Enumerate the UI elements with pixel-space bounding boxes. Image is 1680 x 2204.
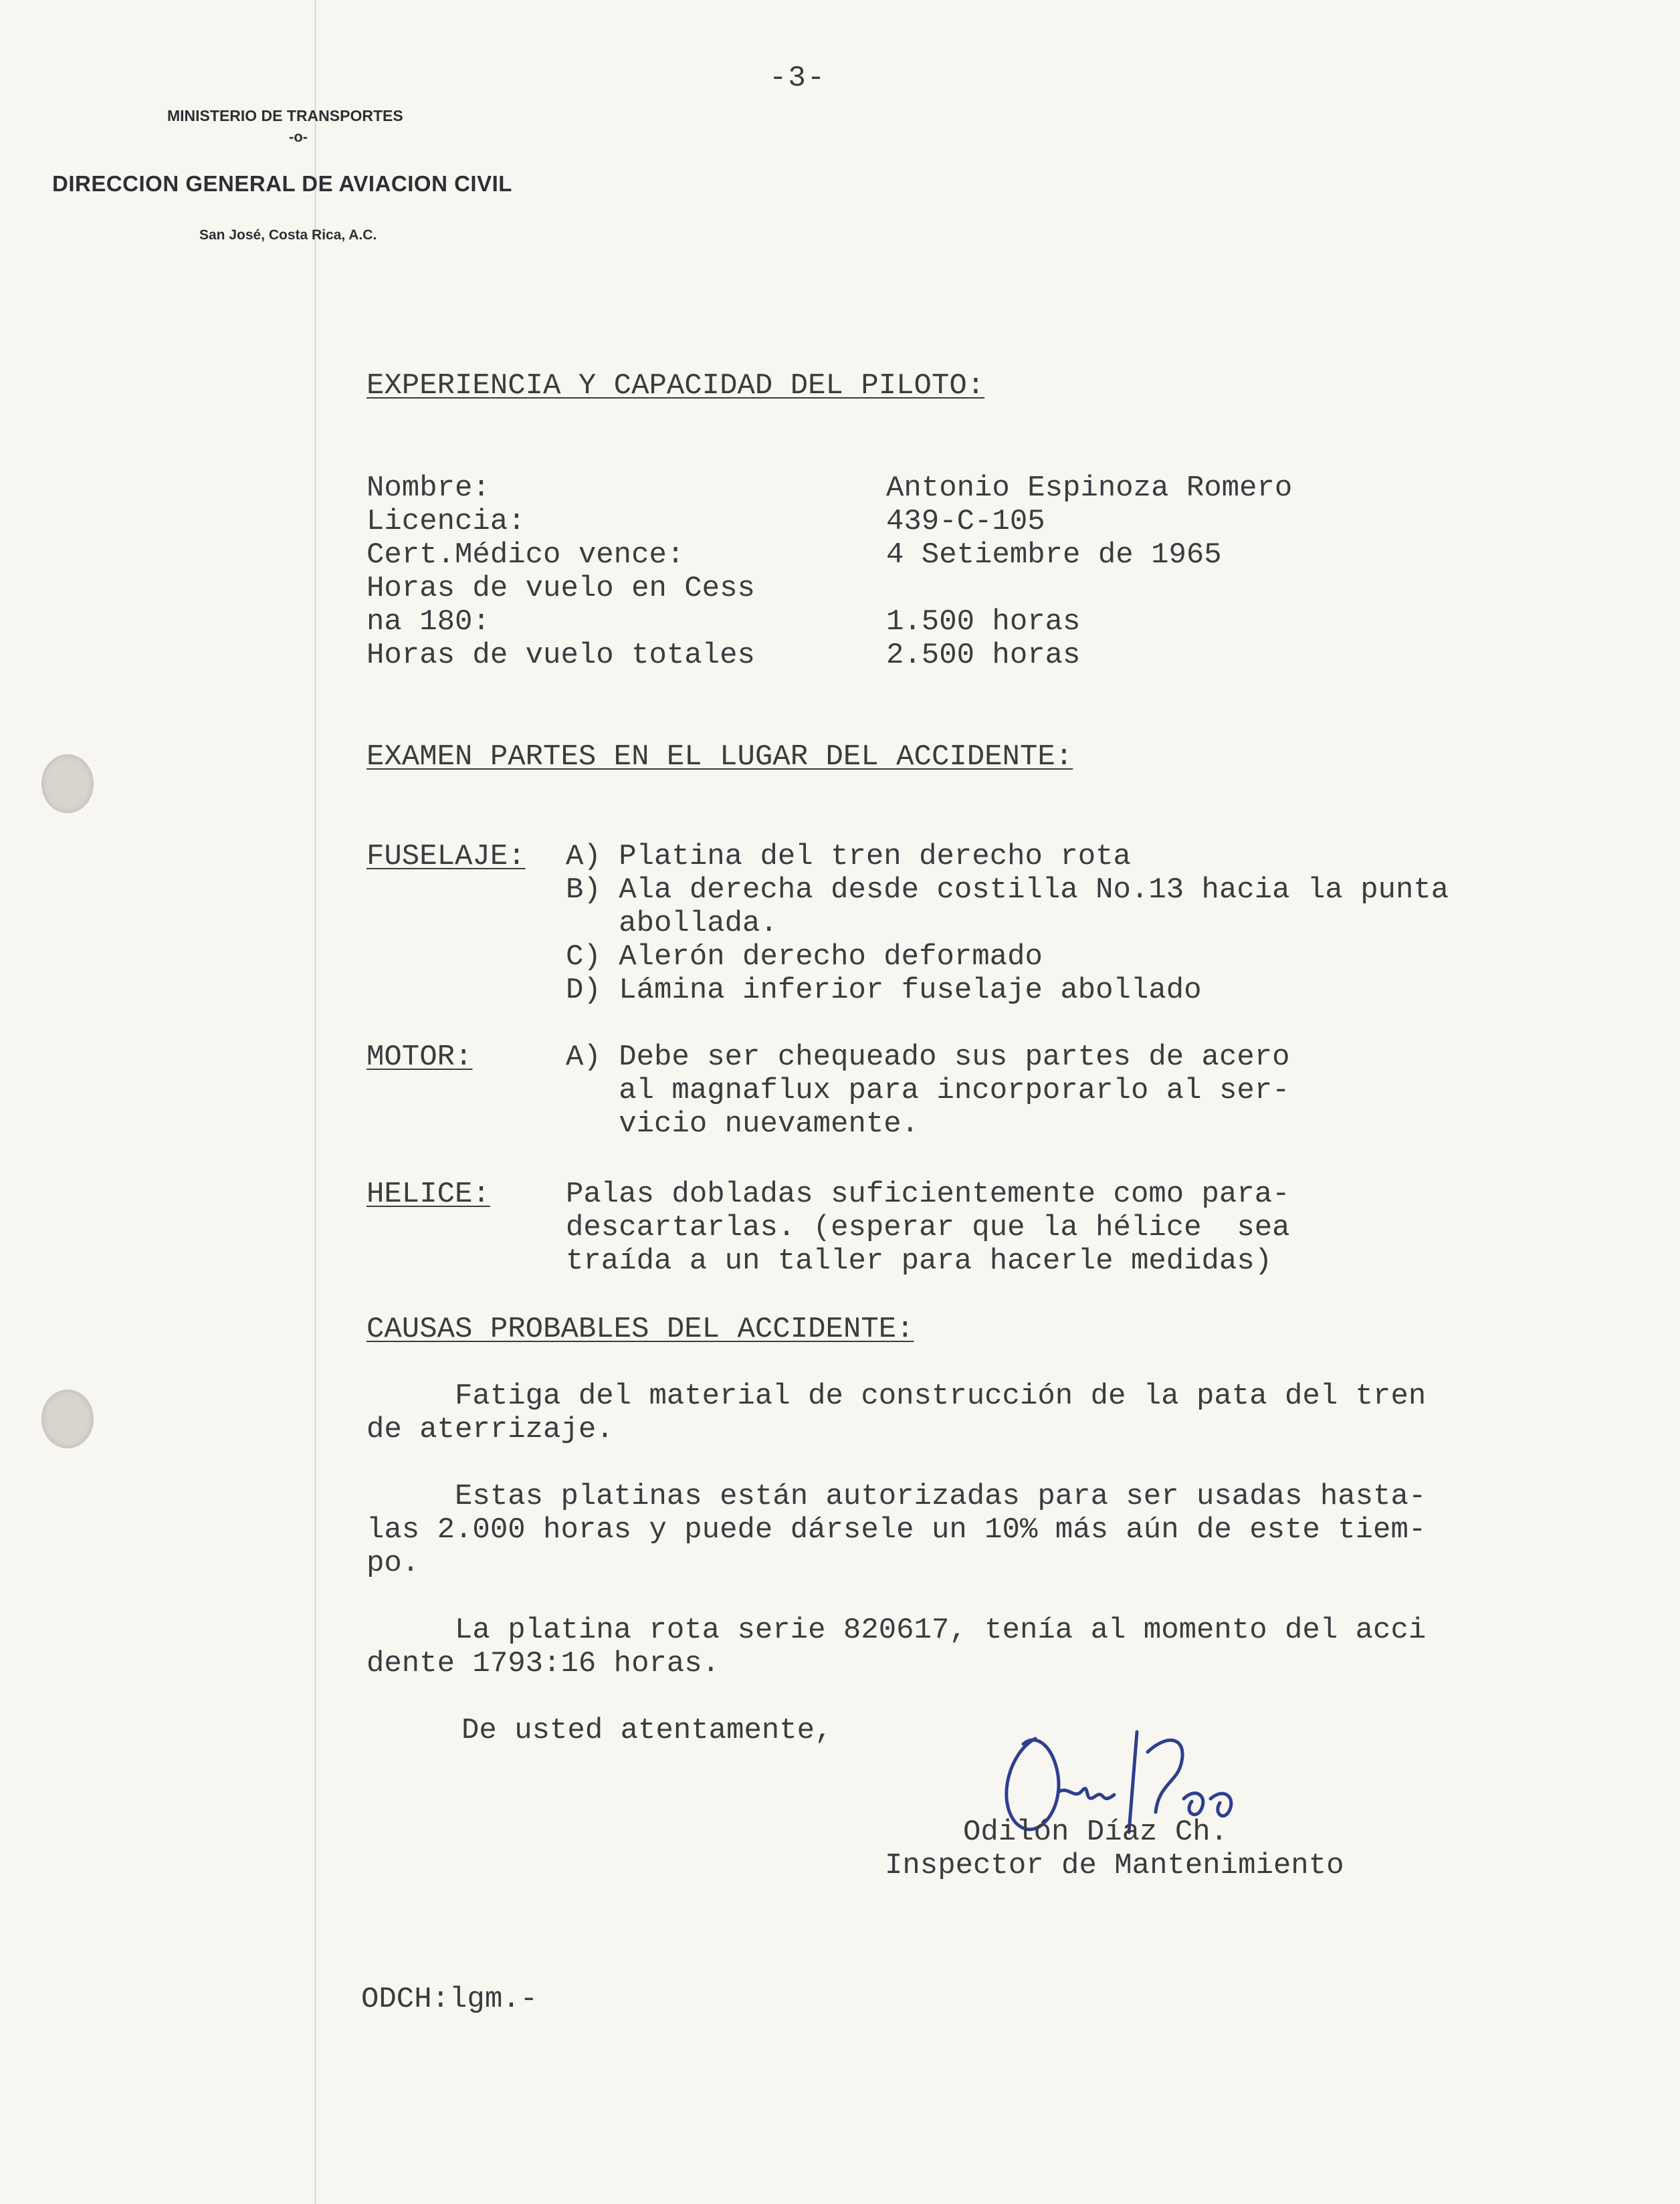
punch-hole-upper <box>41 754 94 813</box>
fuselage-line-b-cont: abollada. <box>566 907 778 940</box>
pilot-label-total-hours: Horas de vuelo totales <box>366 639 755 672</box>
motor-line-2: al magnaflux para incorporarlo al ser- <box>566 1074 1290 1107</box>
fuselage-line-b: B) Ala derecha desde costilla No.13 hacia la punta <box>566 873 1449 907</box>
pilot-label-cessna-hours-2: na 180: <box>366 605 490 639</box>
fuselage-line-c: C) Alerón derecho deformado <box>566 940 1043 974</box>
letterhead-separator: -o- <box>289 128 308 145</box>
letterhead-ministry: MINISTERIO DE TRANSPORTES <box>167 107 403 124</box>
propeller-line-1: Palas dobladas suficientemente como para- <box>566 1178 1290 1211</box>
fuselage-label: FUSELAJE: <box>366 840 526 873</box>
causes-line: de aterrizaje. <box>366 1413 614 1446</box>
fuselage-line-d: D) Lámina inferior fuselaje abollado <box>566 974 1202 1007</box>
pilot-value-cessna-hours: 1.500 horas <box>886 605 1081 639</box>
fold-line <box>314 0 316 2204</box>
causes-line: Estas platinas están autorizadas para ser usadas hasta- <box>366 1480 1427 1513</box>
letterhead-direction: DIRECCION GENERAL DE AVIACION CIVIL <box>52 171 512 196</box>
pilot-value-total-hours: 2.500 horas <box>886 639 1081 672</box>
pilot-label-name: Nombre: <box>366 471 490 505</box>
causes-line: dente 1793:16 horas. <box>366 1647 720 1680</box>
letterhead-city: San José, Costa Rica, A.C. <box>199 227 377 243</box>
pilot-label-medical: Cert.Médico vence: <box>366 538 685 572</box>
reference-initials: ODCH:lgm.- <box>361 1983 538 2016</box>
pilot-label-license: Licencia: <box>366 505 526 538</box>
pilot-value-license: 439-C-105 <box>886 505 1045 538</box>
fuselage-line-a: A) Platina del tren derecho rota <box>566 840 1131 873</box>
exam-heading: EXAMEN PARTES EN EL LUGAR DEL ACCIDENTE: <box>366 740 1073 774</box>
propeller-label: HELICE: <box>366 1178 490 1211</box>
pilot-heading: EXPERIENCIA Y CAPACIDAD DEL PILOTO: <box>366 369 985 403</box>
signer-title: Inspector de Mantenimiento <box>885 1849 1344 1882</box>
motor-line-3: vicio nuevamente. <box>566 1107 920 1141</box>
causes-line: las 2.000 horas y puede dársele un 10% más aún de este tiem- <box>366 1513 1427 1547</box>
propeller-line-3: traída a un taller para hacerle medidas) <box>566 1244 1273 1278</box>
punch-hole-lower <box>41 1390 94 1448</box>
pilot-value-name: Antonio Espinoza Romero <box>886 471 1293 505</box>
pilot-value-medical: 4 Setiembre de 1965 <box>886 538 1222 572</box>
propeller-line-2: descartarlas. (esperar que la hélice sea <box>566 1211 1290 1244</box>
causes-heading: CAUSAS PROBABLES DEL ACCIDENTE: <box>366 1313 914 1346</box>
motor-line-1: A) Debe ser chequeado sus partes de acero <box>566 1040 1290 1074</box>
causes-line: po. <box>366 1547 420 1580</box>
motor-label: MOTOR: <box>366 1040 473 1074</box>
page-number: -3- <box>769 62 827 95</box>
pilot-label-cessna-hours-1: Horas de vuelo en Cess <box>366 572 755 605</box>
causes-line: La platina rota serie 820617, tenía al momento del acci <box>366 1614 1427 1647</box>
signer-name: Odilón Díaz Ch. <box>963 1815 1229 1849</box>
closing-line: De usted atentamente, <box>461 1714 833 1747</box>
causes-line: Fatiga del material de construcción de la pata del tren <box>366 1380 1427 1413</box>
